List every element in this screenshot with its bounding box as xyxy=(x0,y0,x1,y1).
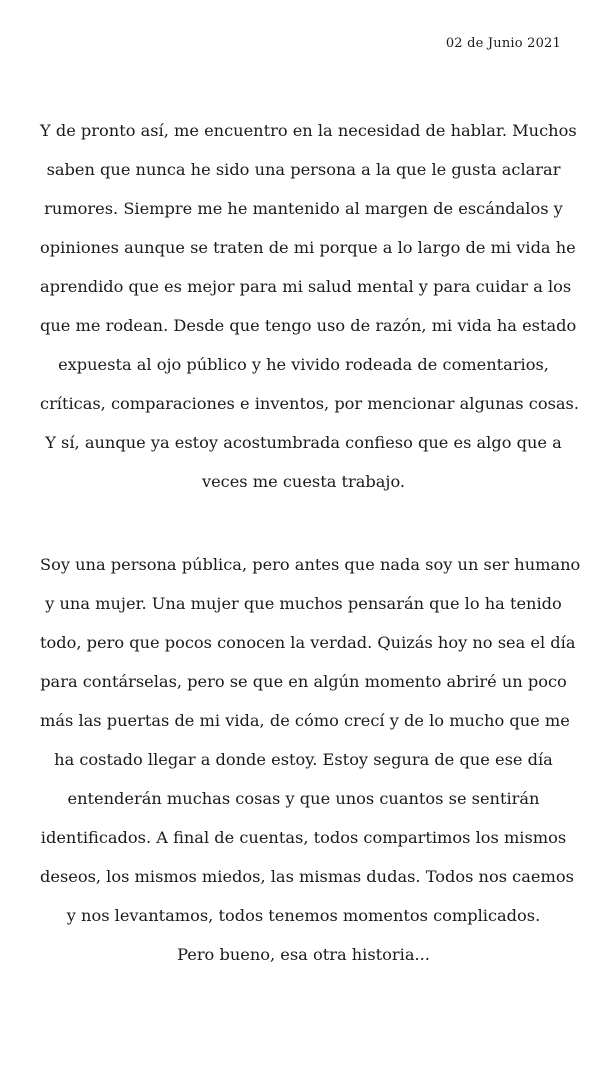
text-line: que me rodean. Desde que tengo uso de razón, mi vida ha estado xyxy=(40,316,577,335)
text-line: ha costado llegar a donde estoy. Estoy segura de que ese día xyxy=(54,750,553,769)
text-line: y una mujer. Una mujer que muchos pensarán que lo ha tenido xyxy=(45,594,562,613)
text-line: rumores. Siempre me he mantenido al margen de escándalos y xyxy=(44,199,563,218)
text-line: Y sí, aunque ya estoy acostumbrada confieso que es algo que a xyxy=(45,433,562,452)
text-line: entenderán muchas cosas y que unos cuantos se sentirán xyxy=(67,789,540,808)
text-line: todo, pero que pocos conocen la verdad. Quizás hoy no sea el día xyxy=(40,633,576,652)
text-line: Soy una persona pública, pero antes que nada soy un ser humano xyxy=(40,555,581,574)
paragraph-1 xyxy=(40,111,579,501)
text-line: para contárselas, pero se que en algún momento abriré un poco xyxy=(40,672,567,691)
text-line: saben que nunca he sido una persona a la que le gusta aclarar xyxy=(46,160,561,179)
text-line: opiniones aunque se traten de mi porque a lo largo de mi vida he xyxy=(40,238,576,257)
text-line: más las puertas de mi vida, de cómo crecí y de lo mucho que me xyxy=(40,711,570,730)
text-line: y nos levantamos, todos tenemos momentos complicados. xyxy=(66,906,541,925)
letter-date: 02 de Junio 2021 xyxy=(445,36,561,51)
text-line: aprendido que es mejor para mi salud mental y para cuidar a los xyxy=(40,277,572,296)
text-line: deseos, los mismos miedos, las mismas dudas. Todos nos caemos xyxy=(40,867,574,886)
text-line: críticas, comparaciones e inventos, por mencionar algunas cosas. xyxy=(40,394,579,413)
text-line: expuesta al ojo público y he vivido rodeada de comentarios, xyxy=(58,355,549,374)
text-line: veces me cuesta trabajo. xyxy=(201,472,406,491)
paragraph-2 xyxy=(40,545,581,974)
text-line: identificados. A final de cuentas, todos compartimos los mismos xyxy=(40,828,567,847)
text-line: Pero bueno, esa otra historia... xyxy=(177,945,430,964)
text-line: Y de pronto así, me encuentro en la necesidad de hablar. Muchos xyxy=(40,121,577,140)
